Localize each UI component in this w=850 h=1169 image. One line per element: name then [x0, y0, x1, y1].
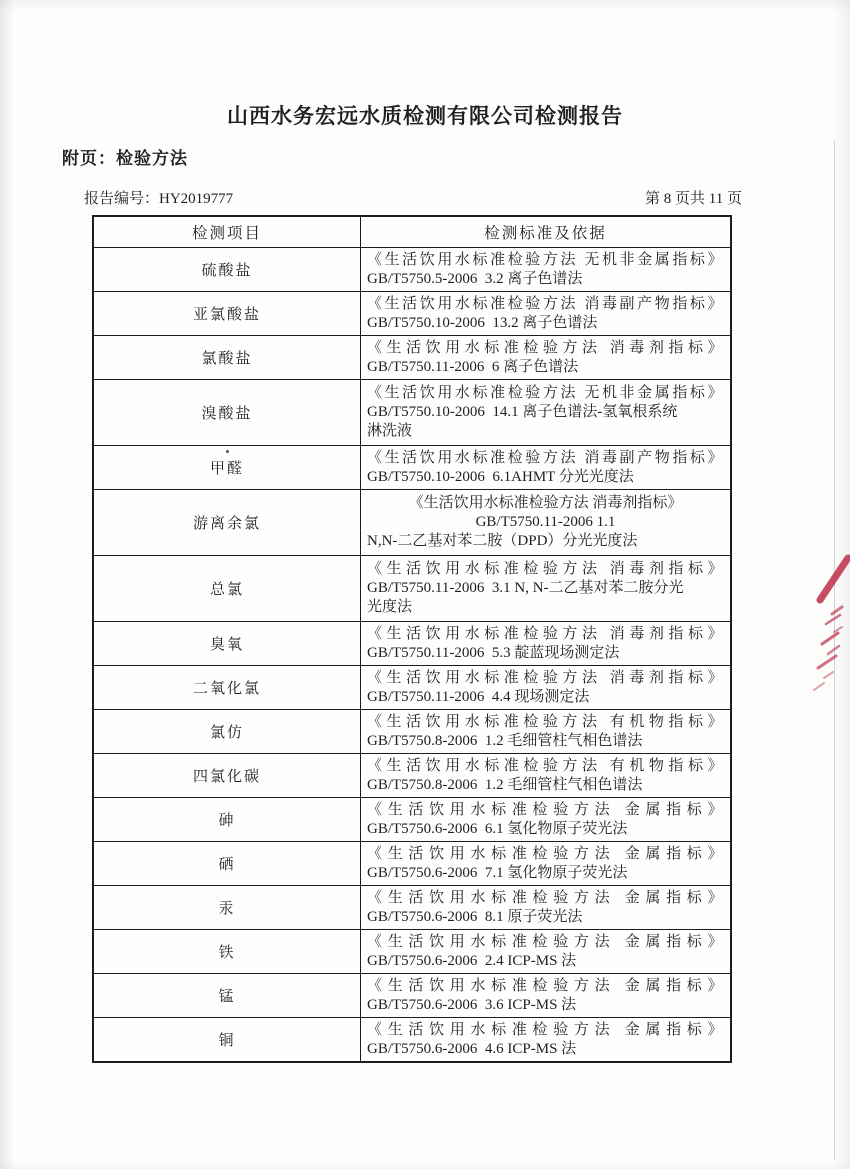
- method-line: 《生活饮用水标准检验方法 消毒剂指标》: [367, 339, 724, 356]
- method-cell: [360, 380, 730, 445]
- test-item-cell: [94, 380, 360, 445]
- method-cell: [360, 886, 730, 929]
- test-item-cell: [94, 292, 360, 335]
- table-row: [94, 489, 730, 555]
- table-row: [94, 621, 730, 665]
- test-item-label: 甲醛: [209, 461, 244, 477]
- test-item-label: 游离余氯: [192, 516, 261, 532]
- method-line: 光度法: [367, 599, 413, 615]
- method-cell: [360, 710, 730, 753]
- method-line: 《生活饮用水标准检验方法 消毒副产物指标》: [367, 295, 724, 312]
- method-line: 《生活饮用水标准检验方法 消毒剂指标》: [367, 561, 724, 577]
- method-line: GB/T5750.6-2006 7.1 氢化物原子荧光法: [367, 864, 628, 881]
- method-line: GB/T5750.10-2006 13.2 离子色谱法: [367, 314, 598, 331]
- method-line: GB/T5750.5-2006 3.2 离子色谱法: [367, 270, 583, 287]
- test-item-label: 氯仿: [209, 725, 244, 741]
- method-line: 《生活饮用水标准检验方法 金属指标》: [367, 801, 724, 818]
- appendix-subtitle: 附页：检验方法: [62, 149, 188, 168]
- report-title: 山西水务宏远水质检测有限公司检测报告: [227, 104, 623, 128]
- test-item-label: 汞: [218, 901, 236, 917]
- test-item-cell: [94, 974, 360, 1017]
- method-cell: [360, 842, 730, 885]
- test-item-label: 铜: [218, 1033, 236, 1049]
- method-line: 《生活饮用水标准检验方法 消毒副产物指标》: [367, 449, 724, 466]
- method-cell: [360, 1018, 730, 1061]
- test-item-cell: [94, 336, 360, 379]
- method-cell: [360, 248, 730, 291]
- method-line: GB/T5750.11-2006 3.1 N, N-二乙基对苯二胺分光: [367, 580, 684, 596]
- method-line: 淋洗液: [367, 423, 413, 439]
- method-line: N,N-二乙基对苯二胺（DPD）分光光度法: [367, 533, 638, 549]
- method-line: GB/T5750.6-2006 2.4 ICP-MS 法: [367, 952, 577, 969]
- method-line: GB/T5750.10-2006 14.1 离子色谱法-氢氧根系统: [367, 404, 678, 420]
- method-line: 《生活饮用水标准检验方法 有机物指标》: [367, 713, 724, 730]
- method-line: GB/T5750.11-2006 4.4 现场测定法: [367, 688, 590, 705]
- method-line: 《生活饮用水标准检验方法 消毒剂指标》: [367, 625, 724, 642]
- method-cell: [360, 930, 730, 973]
- method-line: 《生活饮用水标准检验方法 金属指标》: [367, 889, 724, 906]
- test-item-cell: [94, 666, 360, 709]
- method-line: 《生活饮用水标准检验方法 金属指标》: [367, 845, 724, 862]
- method-line: 《生活饮用水标准检验方法 金属指标》: [367, 977, 724, 994]
- table-row: [94, 335, 730, 379]
- method-line: 《生活饮用水标准检验方法 有机物指标》: [367, 757, 724, 774]
- test-item-label: 总氯: [209, 582, 244, 598]
- table-row: [94, 885, 730, 929]
- test-item-cell: [94, 710, 360, 753]
- table-row: [94, 555, 730, 621]
- table-row: [94, 247, 730, 291]
- method-cell: [360, 336, 730, 379]
- method-cell: [360, 974, 730, 1017]
- table-row: [94, 709, 730, 753]
- method-line: GB/T5750.10-2006 6.1AHMT 分光光度法: [367, 468, 634, 485]
- test-item-label: 四氯化碳: [192, 769, 261, 785]
- methods-table: [92, 215, 732, 1063]
- method-cell: [360, 754, 730, 797]
- method-line: 《生活饮用水标准检验方法 消毒剂指标》: [408, 495, 683, 511]
- table-row: [94, 665, 730, 709]
- method-line: GB/T5750.11-2006 6 离子色谱法: [367, 358, 579, 375]
- table-row: [94, 753, 730, 797]
- method-cell: [360, 490, 730, 555]
- table-row: [94, 973, 730, 1017]
- test-item-label: 溴酸盐: [201, 406, 253, 422]
- test-item-cell: [94, 1018, 360, 1061]
- header-standard-basis: 检测标准及依据: [360, 217, 730, 247]
- method-line: GB/T5750.8-2006 1.2 毛细管柱气相色谱法: [367, 732, 643, 749]
- method-cell: [360, 622, 730, 665]
- table-row: [94, 379, 730, 445]
- method-cell: [360, 292, 730, 335]
- test-item-cell: [94, 930, 360, 973]
- test-item-label: 硫酸盐: [201, 263, 253, 279]
- test-item-cell: [94, 886, 360, 929]
- test-item-label: 硒: [218, 857, 236, 873]
- page-indicator: 第 8 页共 11 页: [645, 191, 742, 207]
- test-item-cell: [94, 842, 360, 885]
- test-item-cell: [94, 798, 360, 841]
- method-line: GB/T5750.6-2006 6.1 氢化物原子荧光法: [367, 820, 628, 837]
- test-item-label: 锰: [218, 989, 236, 1005]
- table-row: [94, 929, 730, 973]
- test-item-label: 氯酸盐: [201, 351, 253, 367]
- report-number: 报告编号：HY2019777: [84, 191, 234, 207]
- header-test-item: 检测项目: [191, 225, 262, 242]
- table-row: [94, 291, 730, 335]
- method-line: GB/T5750.6-2006 4.6 ICP-MS 法: [367, 1040, 577, 1057]
- table-header-row: [94, 217, 730, 247]
- test-item-label: 亚氯酸盐: [192, 307, 261, 323]
- method-line: GB/T5750.6-2006 8.1 原子荧光法: [367, 908, 583, 925]
- table-row: [94, 1017, 730, 1061]
- method-cell: [360, 666, 730, 709]
- method-line: GB/T5750.11-2006 1.1: [475, 514, 616, 530]
- table-row: [94, 797, 730, 841]
- test-item-label: 二氧化氯: [192, 681, 261, 697]
- method-line: 《生活饮用水标准检验方法 消毒剂指标》: [367, 669, 724, 686]
- test-item-label: 铁: [218, 945, 236, 961]
- method-line: 《生活饮用水标准检验方法 无机非金属指标》: [367, 385, 724, 401]
- method-line: GB/T5750.8-2006 1.2 毛细管柱气相色谱法: [367, 776, 643, 793]
- table-row: [94, 445, 730, 489]
- method-cell: [360, 446, 730, 489]
- method-line: 《生活饮用水标准检验方法 金属指标》: [367, 1021, 724, 1038]
- scan-speck: [226, 450, 229, 453]
- method-line: 《生活饮用水标准检验方法 金属指标》: [367, 933, 724, 950]
- method-cell: [360, 798, 730, 841]
- test-item-cell: [94, 556, 360, 621]
- test-item-cell: [94, 490, 360, 555]
- method-line: 《生活饮用水标准检验方法 无机非金属指标》: [367, 251, 724, 268]
- test-item-label: 砷: [218, 813, 236, 829]
- method-cell: [360, 556, 730, 621]
- method-line: GB/T5750.11-2006 5.3 靛蓝现场测定法: [367, 644, 620, 661]
- test-item-cell: [94, 622, 360, 665]
- table-row: [94, 841, 730, 885]
- test-item-cell: [94, 754, 360, 797]
- test-item-cell: [94, 248, 360, 291]
- red-stamp-fragment: [808, 550, 850, 710]
- method-line: GB/T5750.6-2006 3.6 ICP-MS 法: [367, 996, 577, 1013]
- test-item-label: 臭氧: [209, 637, 244, 653]
